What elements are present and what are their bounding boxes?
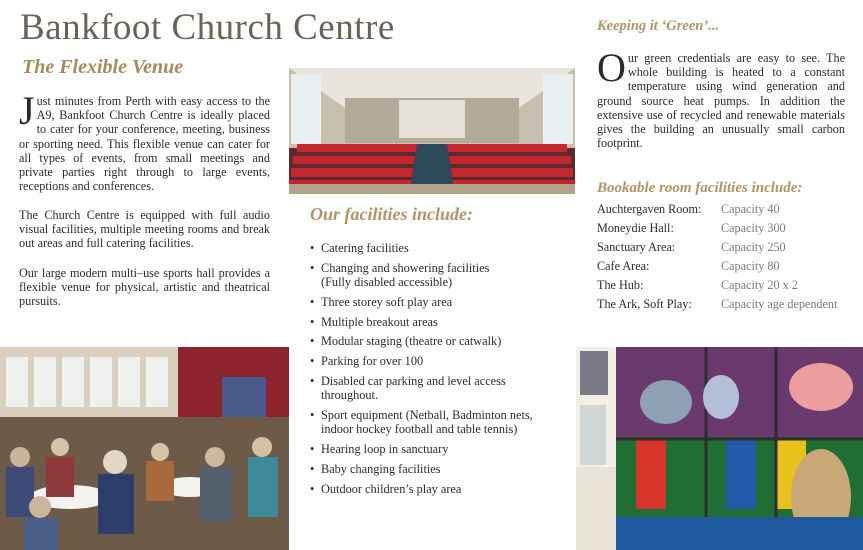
intro-paragraph-1 [19, 88, 270, 194]
cafe-photo [0, 347, 289, 550]
page-title: Bankfoot Church Centre [20, 7, 395, 48]
list-item: • Sport equipment (Netball, Badminton nets, indoor hockey football and table tennis) [310, 408, 555, 437]
room-name: The Ark, Soft Play: [597, 297, 692, 311]
rooms-heading: Bookable room facilities include: [597, 180, 803, 196]
table-row [597, 259, 852, 273]
list-item: • Three storey soft play area [310, 295, 555, 309]
green-dropcap: O [597, 45, 626, 90]
intro-paragraph-1-text: ust minutes from Perth with easy access to the A9, Bankfoot Church Centre is ideally placed to cater for your conference, meeting, business or sporting need. This flexible venue can cater for all types of events, from small meetings and private parties right through to large events, receptions and conferences. [19, 94, 270, 194]
soft-play-photo [576, 347, 863, 550]
green-heading: Keeping it ‘Green’... [597, 18, 720, 34]
room-name: Sanctuary Area: [597, 240, 676, 254]
facilities-heading: Our facilities include: [310, 204, 473, 224]
room-name: The Hub: [597, 278, 644, 292]
intro-paragraph-3: Our large modern multi–use sports hall provides a flexible venue for physical, artistic and theatrical pursuits. [19, 266, 270, 309]
room-name: Auchtergaven Room: [597, 202, 702, 216]
list-item: • Multiple breakout areas [310, 315, 555, 329]
table-row [597, 221, 852, 235]
list-item: • Catering facilities [310, 241, 555, 255]
room-capacity: Capacity 300 [721, 221, 786, 235]
page-subtitle: The Flexible Venue [22, 56, 184, 78]
facilities-list [310, 241, 555, 502]
list-item: • Hearing loop in sanctuary [310, 442, 555, 456]
list-item: • Outdoor children’s play area [310, 482, 555, 496]
list-item: • Baby changing facilities [310, 462, 555, 476]
room-capacity: Capacity 80 [721, 259, 780, 273]
rooms-table [597, 202, 852, 316]
list-item: • Disabled car parking and level access throughout. [310, 374, 555, 403]
intro-dropcap: J [19, 88, 35, 133]
room-name: Cafe Area: [597, 259, 650, 273]
table-row [597, 278, 852, 292]
green-paragraph [597, 45, 845, 151]
list-item: • Modular staging (theatre or catwalk) [310, 334, 555, 348]
room-capacity: Capacity 20 x 2 [721, 278, 798, 292]
sanctuary-photo [289, 68, 575, 194]
green-paragraph-text: ur green credentials are easy to see. The whole building is heated to a constant temperature using wind generation and ground source heat pumps. In addition the extensive use of recycled and renewable materials gives the building an unusually small carbon footprint. [597, 51, 845, 151]
room-capacity: Capacity 250 [721, 240, 786, 254]
table-row [597, 202, 852, 216]
intro-paragraph-2: The Church Centre is equipped with full audio visual facilities, multiple meeting rooms and break out areas and full catering facilities. [19, 208, 270, 251]
room-name: Moneydie Hall: [597, 221, 674, 235]
room-capacity: Capacity 40 [721, 202, 780, 216]
list-item: • Changing and showering facilities (Fully disabled accessible) [310, 261, 555, 290]
table-row [597, 240, 852, 254]
room-capacity: Capacity age dependent [721, 297, 838, 311]
list-item: • Parking for over 100 [310, 354, 555, 368]
table-row [597, 297, 852, 311]
